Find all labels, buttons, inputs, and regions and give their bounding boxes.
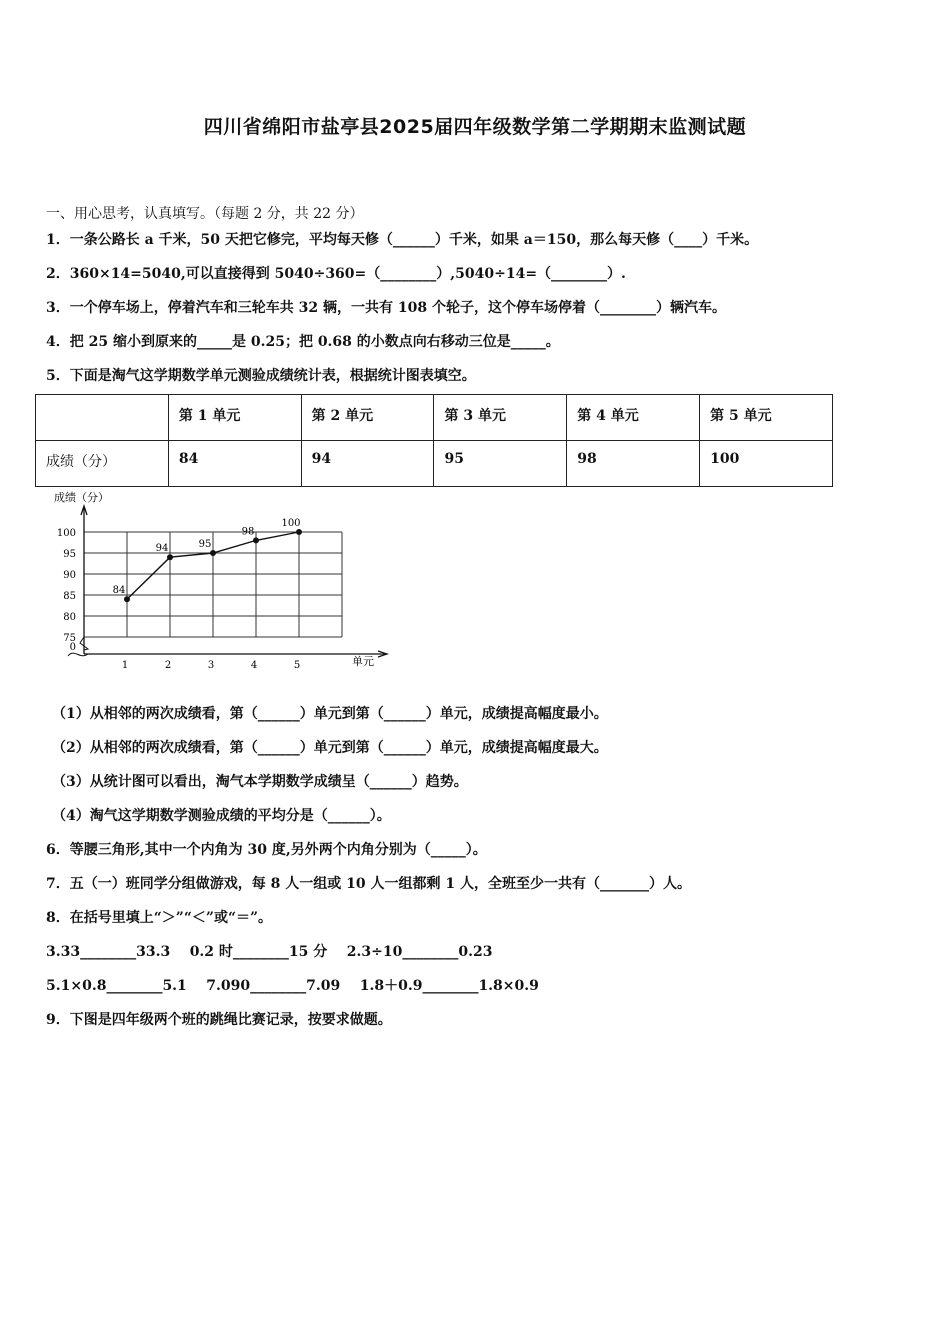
table-row-label: 成绩（分）	[36, 441, 169, 487]
page-title: 四川省绵阳市盐亭县2025届四年级数学第二学期期末监测试题	[203, 116, 747, 138]
data-point	[253, 537, 259, 543]
y-tick-label: 95	[63, 549, 76, 560]
question-6: 6．等腰三角形,其中一个内角为 30 度,另外两个内角分别为（_____）。	[46, 842, 487, 858]
x-tick-label: 5	[293, 660, 301, 671]
question-4: 4．把 25 缩小到原来的_____是 0.25；把 0.68 的小数点向右移动三位是_____。	[46, 334, 560, 350]
x-tick-label: 2	[164, 660, 172, 671]
data-point	[296, 529, 302, 535]
table-header-row	[36, 395, 833, 441]
question-8-row-1: 3.33________33.3 0.2 时________15 分 2.3÷10________0.23	[46, 944, 493, 960]
data-point	[167, 554, 173, 560]
y-tick-label: 90	[63, 570, 76, 581]
question-9: 9．下图是四年级两个班的跳绳比赛记录，按要求做题。	[46, 1012, 392, 1028]
table-header-cell: 第 3 单元	[434, 395, 567, 441]
x-tick-label: 4	[250, 660, 258, 671]
y-tick-label: 100	[56, 528, 76, 539]
y-tick-label: 85	[63, 591, 76, 602]
question-3: 3．一个停车场上，停着汽车和三轮车共 32 辆，一共有 108 个轮子，这个停车场停着（________）辆汽车。	[46, 300, 726, 316]
question-7: 7．五（一）班同学分组做游戏，每 8 人一组或 10 人一组都剩 1 人，全班至少一共有（_______）人。	[46, 876, 691, 892]
table-cell: 84	[168, 441, 301, 487]
table-cell: 100	[700, 441, 833, 487]
data-label: 84	[112, 585, 126, 597]
question-8-row-2: 5.1×0.8________5.1 7.090________7.09 1.8＋0.9________1.8×0.9	[46, 978, 539, 994]
table-cell: 95	[434, 441, 567, 487]
score-table	[35, 394, 833, 487]
y-tick-label: 0	[69, 642, 76, 653]
data-point	[124, 596, 130, 602]
question-8: 8．在括号里填上“＞”“＜”或“＝”。	[46, 910, 273, 926]
x-tick-label: 3	[207, 660, 215, 671]
question-5: 5．下面是淘气这学期数学单元测验成绩统计表，根据统计图表填空。	[46, 368, 476, 384]
data-label: 98	[241, 526, 255, 538]
table-header-cell: 第 2 单元	[301, 395, 434, 441]
chart-x-axis-label: 单元	[352, 655, 374, 668]
y-tick-label: 75	[63, 633, 76, 644]
question-2: 2．360×14=5040,可以直接得到 5040÷360=（________）,5040÷14=（________）.	[46, 266, 626, 282]
chart-y-axis-label: 成绩（分）	[54, 491, 109, 504]
data-label: 94	[155, 543, 169, 555]
data-label: 100	[281, 518, 301, 529]
data-label: 95	[198, 539, 212, 550]
question-5-part-4: （4）淘气这学期数学测验成绩的平均分是（______）。	[52, 808, 391, 824]
y-tick-label: 80	[63, 612, 76, 623]
x-tick-label: 1	[121, 660, 129, 671]
section-1-heading: 一、用心思考，认真填写。（每题 2 分，共 22 分）	[46, 206, 364, 222]
question-5-part-2: （2）从相邻的两次成绩看，第（______）单元到第（______）单元，成绩提高幅度最大。	[52, 740, 608, 756]
table-cell: 94	[301, 441, 434, 487]
question-1: 1．一条公路长 a 千米，50 天把它修完，平均每天修（______）千米，如果 a＝150，那么每天修（____）千米。	[46, 232, 759, 248]
chart-series	[113, 518, 302, 602]
question-5-part-3: （3）从统计图可以看出，淘气本学期数学成绩呈（______）趋势。	[52, 774, 468, 790]
table-header-cell: 第 4 单元	[567, 395, 700, 441]
chart-ticks	[57, 528, 300, 671]
table-header-cell: 第 1 单元	[168, 395, 301, 441]
table-cell: 98	[567, 441, 700, 487]
table-row	[36, 441, 833, 487]
table-header-cell: 第 5 单元	[700, 395, 833, 441]
table-cell	[36, 395, 169, 441]
score-line-chart	[34, 488, 394, 678]
chart-axes	[68, 506, 387, 657]
data-point	[210, 550, 216, 556]
question-5-part-1: （1）从相邻的两次成绩看，第（______）单元到第（______）单元，成绩提高幅度最小。	[52, 706, 608, 722]
